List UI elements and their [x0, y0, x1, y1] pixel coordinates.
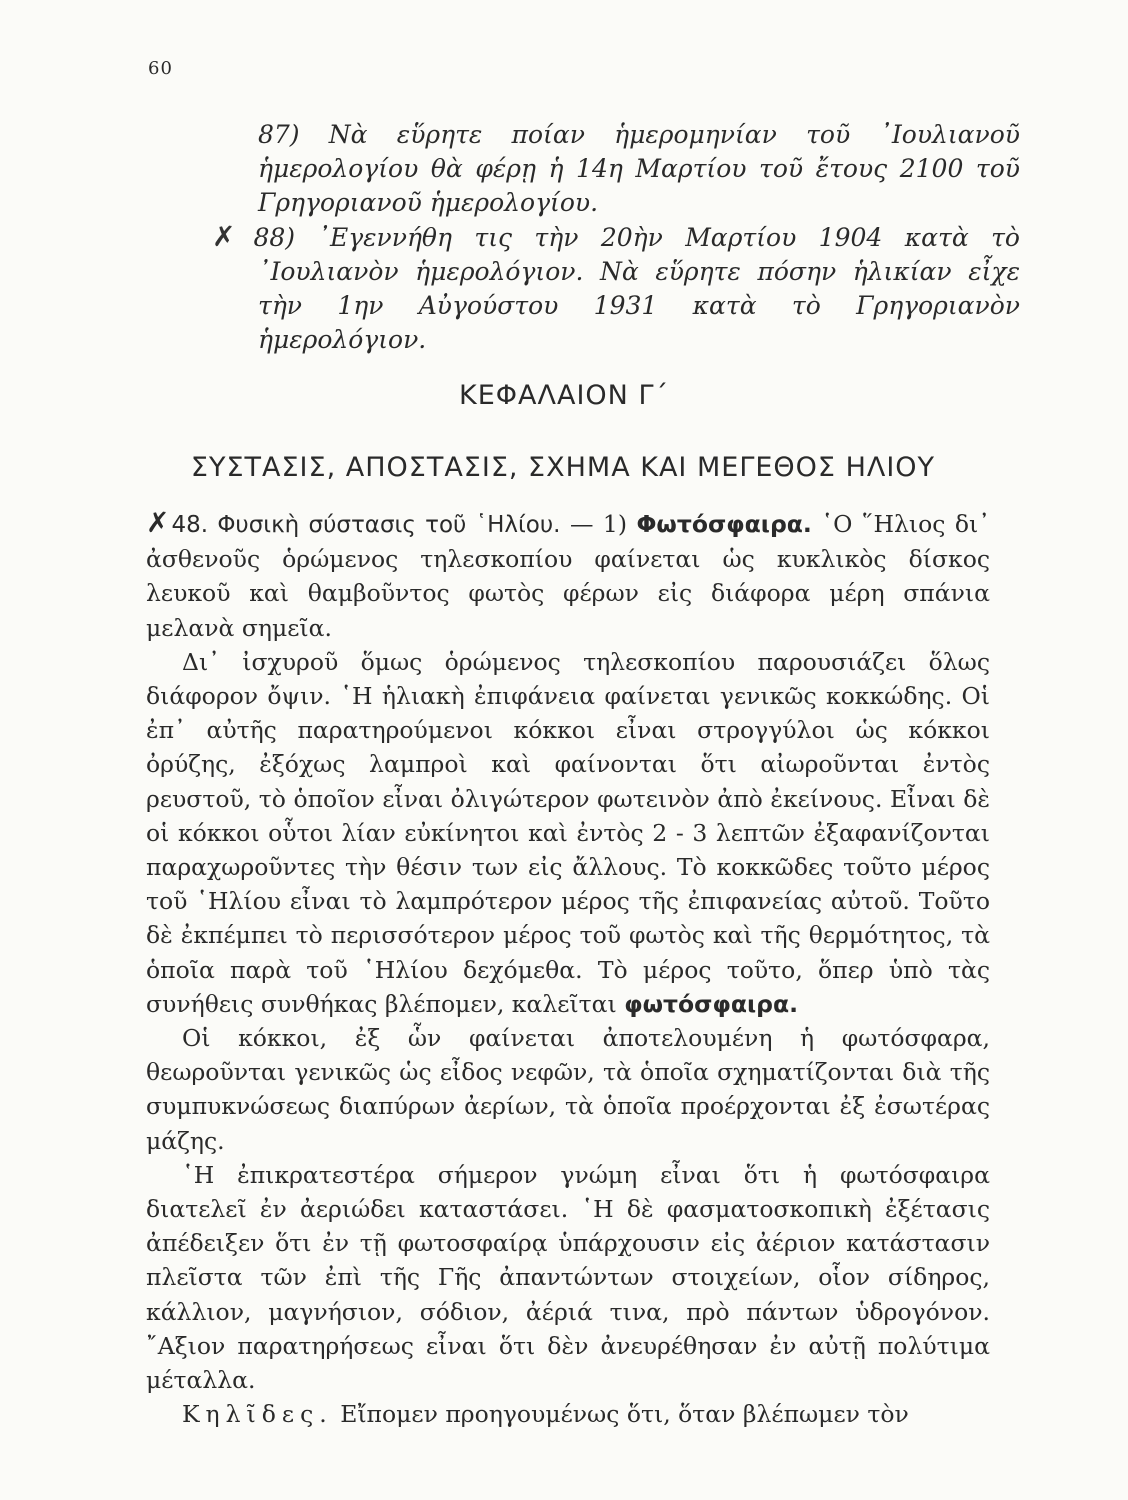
- subsection-number: — 1): [569, 510, 627, 538]
- paragraph-1-text: ῾Ο ῞Ηλιος δι᾿ ἀσθενοῦς ὁρώμενος τηλεσκοπίου φαίνεται ὡς κυκλικὸς δίσκος λευκοῦ καὶ θαμβοῦντος φωτὸς φέρων εἰς διάφορα μέρη σπάνια μελανὰ σημεῖα.: [146, 510, 990, 642]
- chapter-title: ΣΥΣΤΑΣΙΣ, ΑΠΟΣΤΑΣΙΣ, ΣΧΗΜΑ ΚΑΙ ΜΕΓΕΘΟΣ ΗΛΙΟΥ: [190, 452, 936, 483]
- handwritten-x-mark: ✗: [146, 506, 170, 539]
- term-sunspots: Κηλῖδες.: [182, 1400, 333, 1429]
- paragraph-4: ῾Η ἐπικρατεστέρα σήμερον γνώμη εἶναι ὅτι ἡ φωτόσφαιρα διατελεῖ ἐν ἀεριώδει καταστάσει. ῾Η δὲ φασματοσκοπικὴ ἐξέτασις ἀπέδειξεν ὅτι ἐν τῇ φωτοσφαίρᾳ ὑπάρχουσιν εἰς ἀέριον κατάστασιν πλεῖστα τῶν ἐπὶ τῆς Γῆς ἀπαντώντων στοιχείων, οἷον σίδηρος, κάλλιον, μαγνήσιον, σόδιον, ἀέριά τινα, πρὸ πάντων ὑδρογόνον. ῎Αξιον παρατηρήσεως εἶναι ὅτι δὲν ἀνευρέθησαν ἐν αὐτῇ πολύτιμα μέταλλα.: [146, 1160, 990, 1395]
- page-number: 60: [148, 58, 173, 79]
- paragraph-2-text: Δι᾿ ἰσχυροῦ ὅμως ὁρώμενος τηλεσκοπίου παρουσιάζει ὅλως διάφορον ὄψιν. ῾Η ἡλιακὴ ἐπιφάνεια φαίνεται γενικῶς κοκκώδης. Οἱ ἐπ᾿ αὐτῆς παρατηρούμενοι κόκκοι εἶναι στρογγύλοι ὡς κόκκοι ὀρύζης, ἐξόχως λαμπροὶ καὶ φαίνονται ὅτι αἰωροῦνται ἐντὸς ρευστοῦ, τὸ ὁποῖον εἶναι ὀλιγώτερον φωτεινὸν ἀπὸ ἐκείνους. Εἶναι δὲ οἱ κόκκοι οὗτοι λίαν εὐκίνητοι καὶ ἐντὸς 2 - 3 λεπτῶν ἐξαφανίζονται παραχωροῦντες τὴν θέσιν των εἰς ἄλλους. Τὸ κοκκῶδες τοῦτο μέρος τοῦ ῾Ηλίου εἶναι τὸ λαμπρότερον μέρος τῆς ἐπιφανείας αὐτοῦ. Τοῦτο δὲ ἐκπέμπει τὸ περισσότερον μέρος τοῦ φωτὸς καὶ τῆς θερμότητος, τὰ ὁποῖα παρὰ τοῦ ῾Ηλίου δεχόμεθα. Τὸ μέρος τοῦτο, ὅπερ ὑπὸ τὰς συνήθεις συνθήκας βλέπομεν, καλεῖται: [146, 647, 990, 1018]
- exercises-block: [212, 118, 1020, 357]
- paragraph-2: [146, 645, 990, 1021]
- paragraph-3: Οἱ κόκκοι, ἐξ ὧν φαίνεται ἀποτελουμένη ἡ φωτόσφαρα, θεωροῦνται γενικῶς ὡς εἶδος νεφῶν, τὰ ὁποῖα σχηματίζονται διὰ τῆς συμπυκνώσεως διαπύρων ἀερίων, τὰ ὁποῖα προέρχονται ἐξ ἐσωτέρας μάζης.: [146, 1024, 990, 1155]
- term-photosphere: Φωτόσφαιρα.: [636, 510, 812, 538]
- paragraph-1: [146, 506, 990, 645]
- exercise-88: [212, 220, 1020, 357]
- section-heading: [146, 506, 561, 539]
- exercise-87: 87) Νὰ εὕρητε ποίαν ἡμερομηνίαν τοῦ ᾿Ιουλιανοῦ ἡμερολογίου θὰ φέρῃ ἡ 14η Μαρτίου τοῦ ἔτους 2100 τοῦ Γρηγοριανοῦ ἡμερολογίου.: [258, 120, 1020, 217]
- section-48-body: [146, 506, 990, 1431]
- handwritten-x-mark: ✗: [212, 220, 236, 253]
- term-photosphere-2: φωτόσφαιρα.: [624, 989, 799, 1018]
- paragraph-5: [146, 1397, 990, 1431]
- exercise-88-text: 88) ᾿Εγεννήθη τις τὴν 20ὴν Μαρτίου 1904 κατὰ τὸ ᾿Ιουλιανὸν ἡμερολόγιον. Νὰ εὕρητε πόσην ἡλικίαν εἶχε τὴν 1ην Αὐγούστου 1931 κατὰ τὸ Γρηγοριανὸν ἡμερολόγιον.: [253, 223, 1020, 354]
- chapter-label: ΚΕΦΑΛΑΙΟΝ Γ΄: [459, 380, 669, 411]
- section-heading-text: 48. Φυσικὴ σύστασις τοῦ ῾Ηλίου.: [171, 512, 561, 538]
- paragraph-5-text: Εἴπομεν προηγουμένως ὅτι, ὅταν βλέπωμεν τὸν: [340, 1400, 909, 1429]
